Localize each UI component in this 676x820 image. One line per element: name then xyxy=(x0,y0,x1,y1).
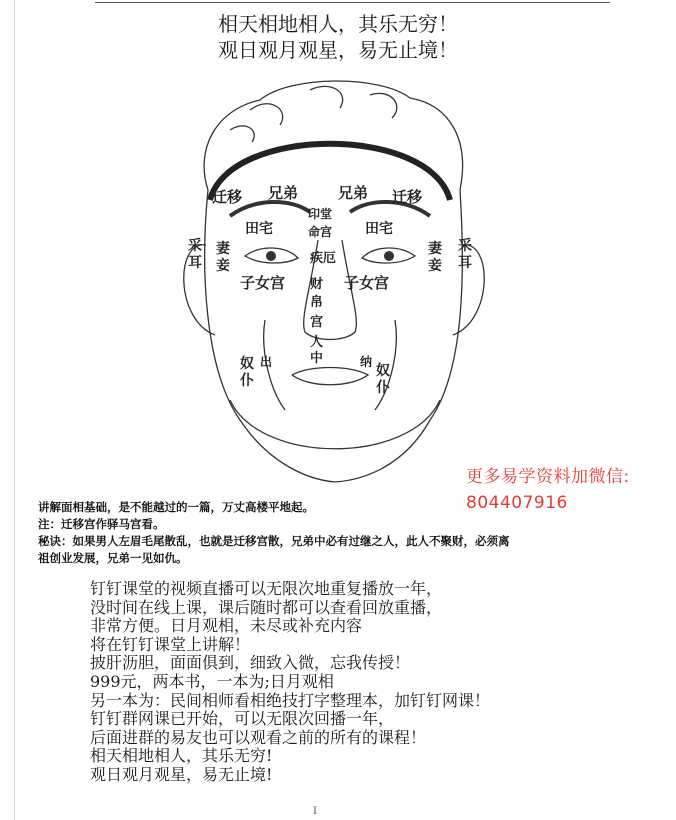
note-secret xyxy=(38,533,618,567)
header-line-1: 相天相地相人，其乐无穷！ xyxy=(218,12,458,36)
label-na: 纳 xyxy=(360,355,373,369)
label-caiqie-right: 采耳 xyxy=(458,238,472,271)
label-minggong: 命宫 xyxy=(308,225,333,239)
header-line-2: 观日观月观星，易无止境！ xyxy=(218,38,458,62)
hair-curl xyxy=(230,86,397,142)
body-line: 没时间在线上课，课后随时都可以查看回放重播， xyxy=(90,597,443,617)
label-xiongdi-left: 兄弟 xyxy=(268,184,299,202)
body-line: 相天相地相人，其乐无穷! xyxy=(90,746,273,766)
hair-outline xyxy=(204,81,462,190)
body-line: 后面进群的易友也可以观看之前的所有的课程！ xyxy=(90,727,427,747)
label-nupu-right: 奴仆 xyxy=(376,363,390,396)
chin-fold xyxy=(230,400,440,449)
label-zinvgong-left: 子女宫 xyxy=(240,274,286,292)
note-basics: 讲解面相基础，是不能越过的一篇，万丈高楼平地起。 xyxy=(38,500,314,514)
label-qiqie-right: 妻妾 xyxy=(428,241,442,274)
label-xiongdi-right: 兄弟 xyxy=(338,184,369,202)
label-nupu-left: 奴仆 xyxy=(240,356,254,389)
top-rule xyxy=(95,2,610,3)
note-qianyi: 注：迁移宫作驿马宫看。 xyxy=(38,517,165,531)
face-outline xyxy=(205,190,463,482)
body-line: 999元，两本书，一本为;日月观相 xyxy=(90,671,334,691)
wechat-id: 804407916 xyxy=(466,493,568,513)
label-qianyi-right: 迁移 xyxy=(392,188,423,206)
label-jie: 疾厄 xyxy=(310,251,337,266)
label-tianzhai-right: 田宅 xyxy=(365,221,393,237)
face-diagram xyxy=(160,70,500,490)
right-pupil xyxy=(384,251,394,261)
page-number: I xyxy=(313,806,317,817)
left-pupil xyxy=(266,251,276,261)
scan-edge xyxy=(14,0,15,820)
wechat-line-1: 更多易学资料加微信: xyxy=(466,467,630,487)
body-line: 非常方便。日月观相，未尽或补充内容 xyxy=(90,616,363,636)
course-description xyxy=(90,580,650,785)
mouth xyxy=(292,368,368,385)
body-line: 披肝沥胆，面面俱到，细致入微，忘我传授！ xyxy=(90,653,411,673)
label-qianyi-left: 迁移 xyxy=(212,188,243,206)
label-qiqie-left: 妻妾 xyxy=(216,241,230,274)
body-line: 另一本为：民间相师看相绝技打字整理本，加钉钉网课！ xyxy=(90,690,491,710)
label-yintang: 印堂 xyxy=(308,207,333,221)
label-tianzhai-left: 田宅 xyxy=(245,221,273,237)
label-caibo: 财帛 xyxy=(310,277,324,310)
label-gong: 宫 xyxy=(310,315,324,330)
body-line: 观日观月观星，易无止境! xyxy=(90,764,273,784)
note-secret-line-1: 秘诀：如果男人左眉毛尾散乱，也就是迁移宫散，兄弟中必有过继之人，此人不聚财，必须离 xyxy=(38,534,510,548)
label-caiqie-left: 采耳 xyxy=(188,238,202,271)
body-line: 钉钉课堂的视频直播可以无限次地重复播放一年， xyxy=(90,579,443,598)
body-line: 钉钉群网课已开始，可以无限次回播一年， xyxy=(90,709,395,729)
label-zinvgong-right: 子女宫 xyxy=(344,274,390,292)
body-line: 将在钉钉课堂上讲解！ xyxy=(90,634,251,654)
note-secret-line-2: 祖创业发展，兄弟一见如仇。 xyxy=(38,551,188,565)
label-renzhong: 人中 xyxy=(310,335,324,366)
label-chu: 出 xyxy=(260,355,273,369)
